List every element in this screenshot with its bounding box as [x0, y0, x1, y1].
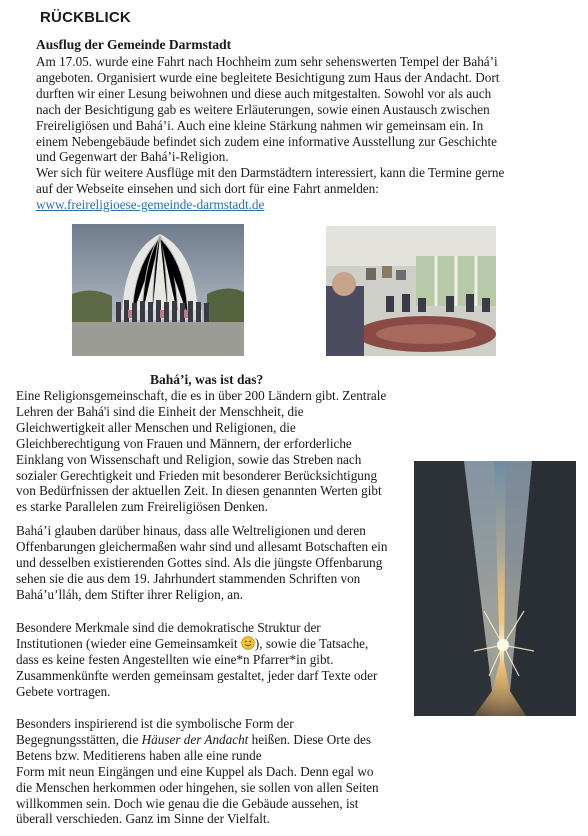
emphasis-text: Häuser der Andacht: [141, 731, 249, 747]
article-title-excursion: Ausflug der Gemeinde Darmstadt: [36, 37, 232, 52]
text-fragment: Institutionen (wieder eine Gemeinsamkeit: [16, 635, 241, 651]
text-line-with-emphasis: [16, 732, 396, 748]
text-fragment: Begegnungsstätten, die: [16, 731, 142, 747]
text-line: Einklang von Wissenschaft und Religion, sowie das Streben nach: [16, 451, 362, 467]
text-line: Besondere Merkmale sind die demokratische Struktur der: [16, 620, 321, 635]
text-line: von Bedürfnissen der aktuellen Zeit. In diesen genannten Werten gibt: [16, 483, 382, 499]
paragraph-4: [16, 716, 396, 827]
text-line: Zusammenkünfte werden gemeinsam gestaltet, jeder darf Texte oder: [16, 667, 378, 683]
text-line: einem Nebengebäude befindet sich zudem eine informative Ausstellung zur Geschichte: [36, 133, 498, 149]
paragraph-2: [16, 523, 396, 603]
text-line: Gebete vortragen.: [16, 683, 111, 699]
text-line: Bahá’i glauben darüber hinaus, dass alle Weltreligionen und deren: [16, 523, 366, 538]
paragraph-1: [16, 388, 396, 515]
text-line-with-smiley: [16, 636, 396, 652]
text-fragment: ), sowie die Tatsache,: [254, 635, 369, 651]
text-line: auf der Webseite einsehen und sich dort für eine Fahrt anmelden:: [36, 181, 379, 197]
text-line: willkommen sein. Doch wie genau die die Gebäude aussehen, ist: [16, 795, 359, 811]
article-body-excursion: [36, 54, 536, 213]
text-line: Am 17.05. wurde eine Fahrt nach Hochheim zum sehr sehenswerten Tempel der Bahá’i: [36, 54, 498, 69]
text-line: durften wir einer Lesung beiwohnen und diese auch mitgestalten. Sowohl vor als auch: [36, 85, 492, 101]
text-line: Bahá’u’lláh, dem Stifter ihrer Religion, an.: [16, 586, 244, 602]
temple-sunset-photo: [414, 461, 576, 716]
text-line: Freireligiösen und Bahá’i. Auch eine kleine Stärkung nahmen wir gemeinsam ein. In: [36, 117, 484, 133]
smiley-icon: [241, 636, 255, 650]
website-link[interactable]: www.freireligioese-gemeinde-darmstadt.de: [36, 197, 265, 213]
text-line: und desselben existierenden Gottes sind. Als die jüngste Offenbarung: [16, 554, 383, 570]
meeting-room-photo: [326, 226, 496, 356]
temple-group-photo: [72, 224, 244, 356]
text-line: und Gegenwart der Bahá’i-Religion.: [36, 149, 229, 165]
text-line: Betens bzw. Meditierens haben alle eine runde: [16, 747, 262, 763]
text-line: Form mit neun Eingängen und eine Kuppel als Dach. Denn egal wo: [16, 763, 374, 779]
text-line: überall verschieden. Ganz im Sinne der Vielfalt.: [16, 811, 270, 827]
paragraph-3: [16, 620, 396, 700]
text-line: nach der Besichtigung gab es weitere Erläuterungen, sowie einen Austausch zwischen: [36, 101, 490, 117]
section-heading: RÜCKBLICK: [40, 9, 131, 26]
text-line: die Menschen herkommen oder hingehen, sie sollen von allen Seiten: [16, 779, 379, 795]
text-line: Wer sich für weitere Ausflüge mit den Darmstädtern interessiert, kann die Termine gerne: [36, 165, 505, 181]
text-line: es starke Parallelen zum Freireligiösen Denken.: [16, 499, 268, 515]
text-line: sehen sie die aus dem 19. Jahrhundert stammenden Schriften von: [16, 570, 361, 586]
text-line: dass es keine festen Angestellten wie eine*n Pfarrer*in gibt.: [16, 651, 334, 667]
text-line: Eine Religionsgemeinschaft, die es in über 200 Ländern gibt. Zentrale: [16, 388, 387, 403]
text-line: Gleichberechtigung von Frauen und Männern, der erforderliche: [16, 435, 352, 451]
text-line: Offenbarungen gleichermaßen wahr sind und allesamt Botschaften ein: [16, 538, 388, 554]
text-line: Gleichwertigkeit aller Menschen und Religionen, die: [16, 419, 296, 435]
text-line: sozialer Gerechtigkeit und Frieden mit besonderer Berücksichtigung: [16, 467, 378, 483]
article-title-bahai: Bahá’i, was ist das?: [150, 372, 264, 387]
text-line: Besonders inspirierend ist die symbolische Form der: [16, 716, 294, 731]
text-fragment: heißen. Diese Orte des: [248, 731, 372, 747]
text-line: Lehren der Bahá'i sind die Einheit der Menschheit, die: [16, 403, 304, 419]
text-line: angeboten. Organisiert wurde eine begleitete Besichtigung zum Haus der Andacht. Dort: [36, 69, 500, 85]
